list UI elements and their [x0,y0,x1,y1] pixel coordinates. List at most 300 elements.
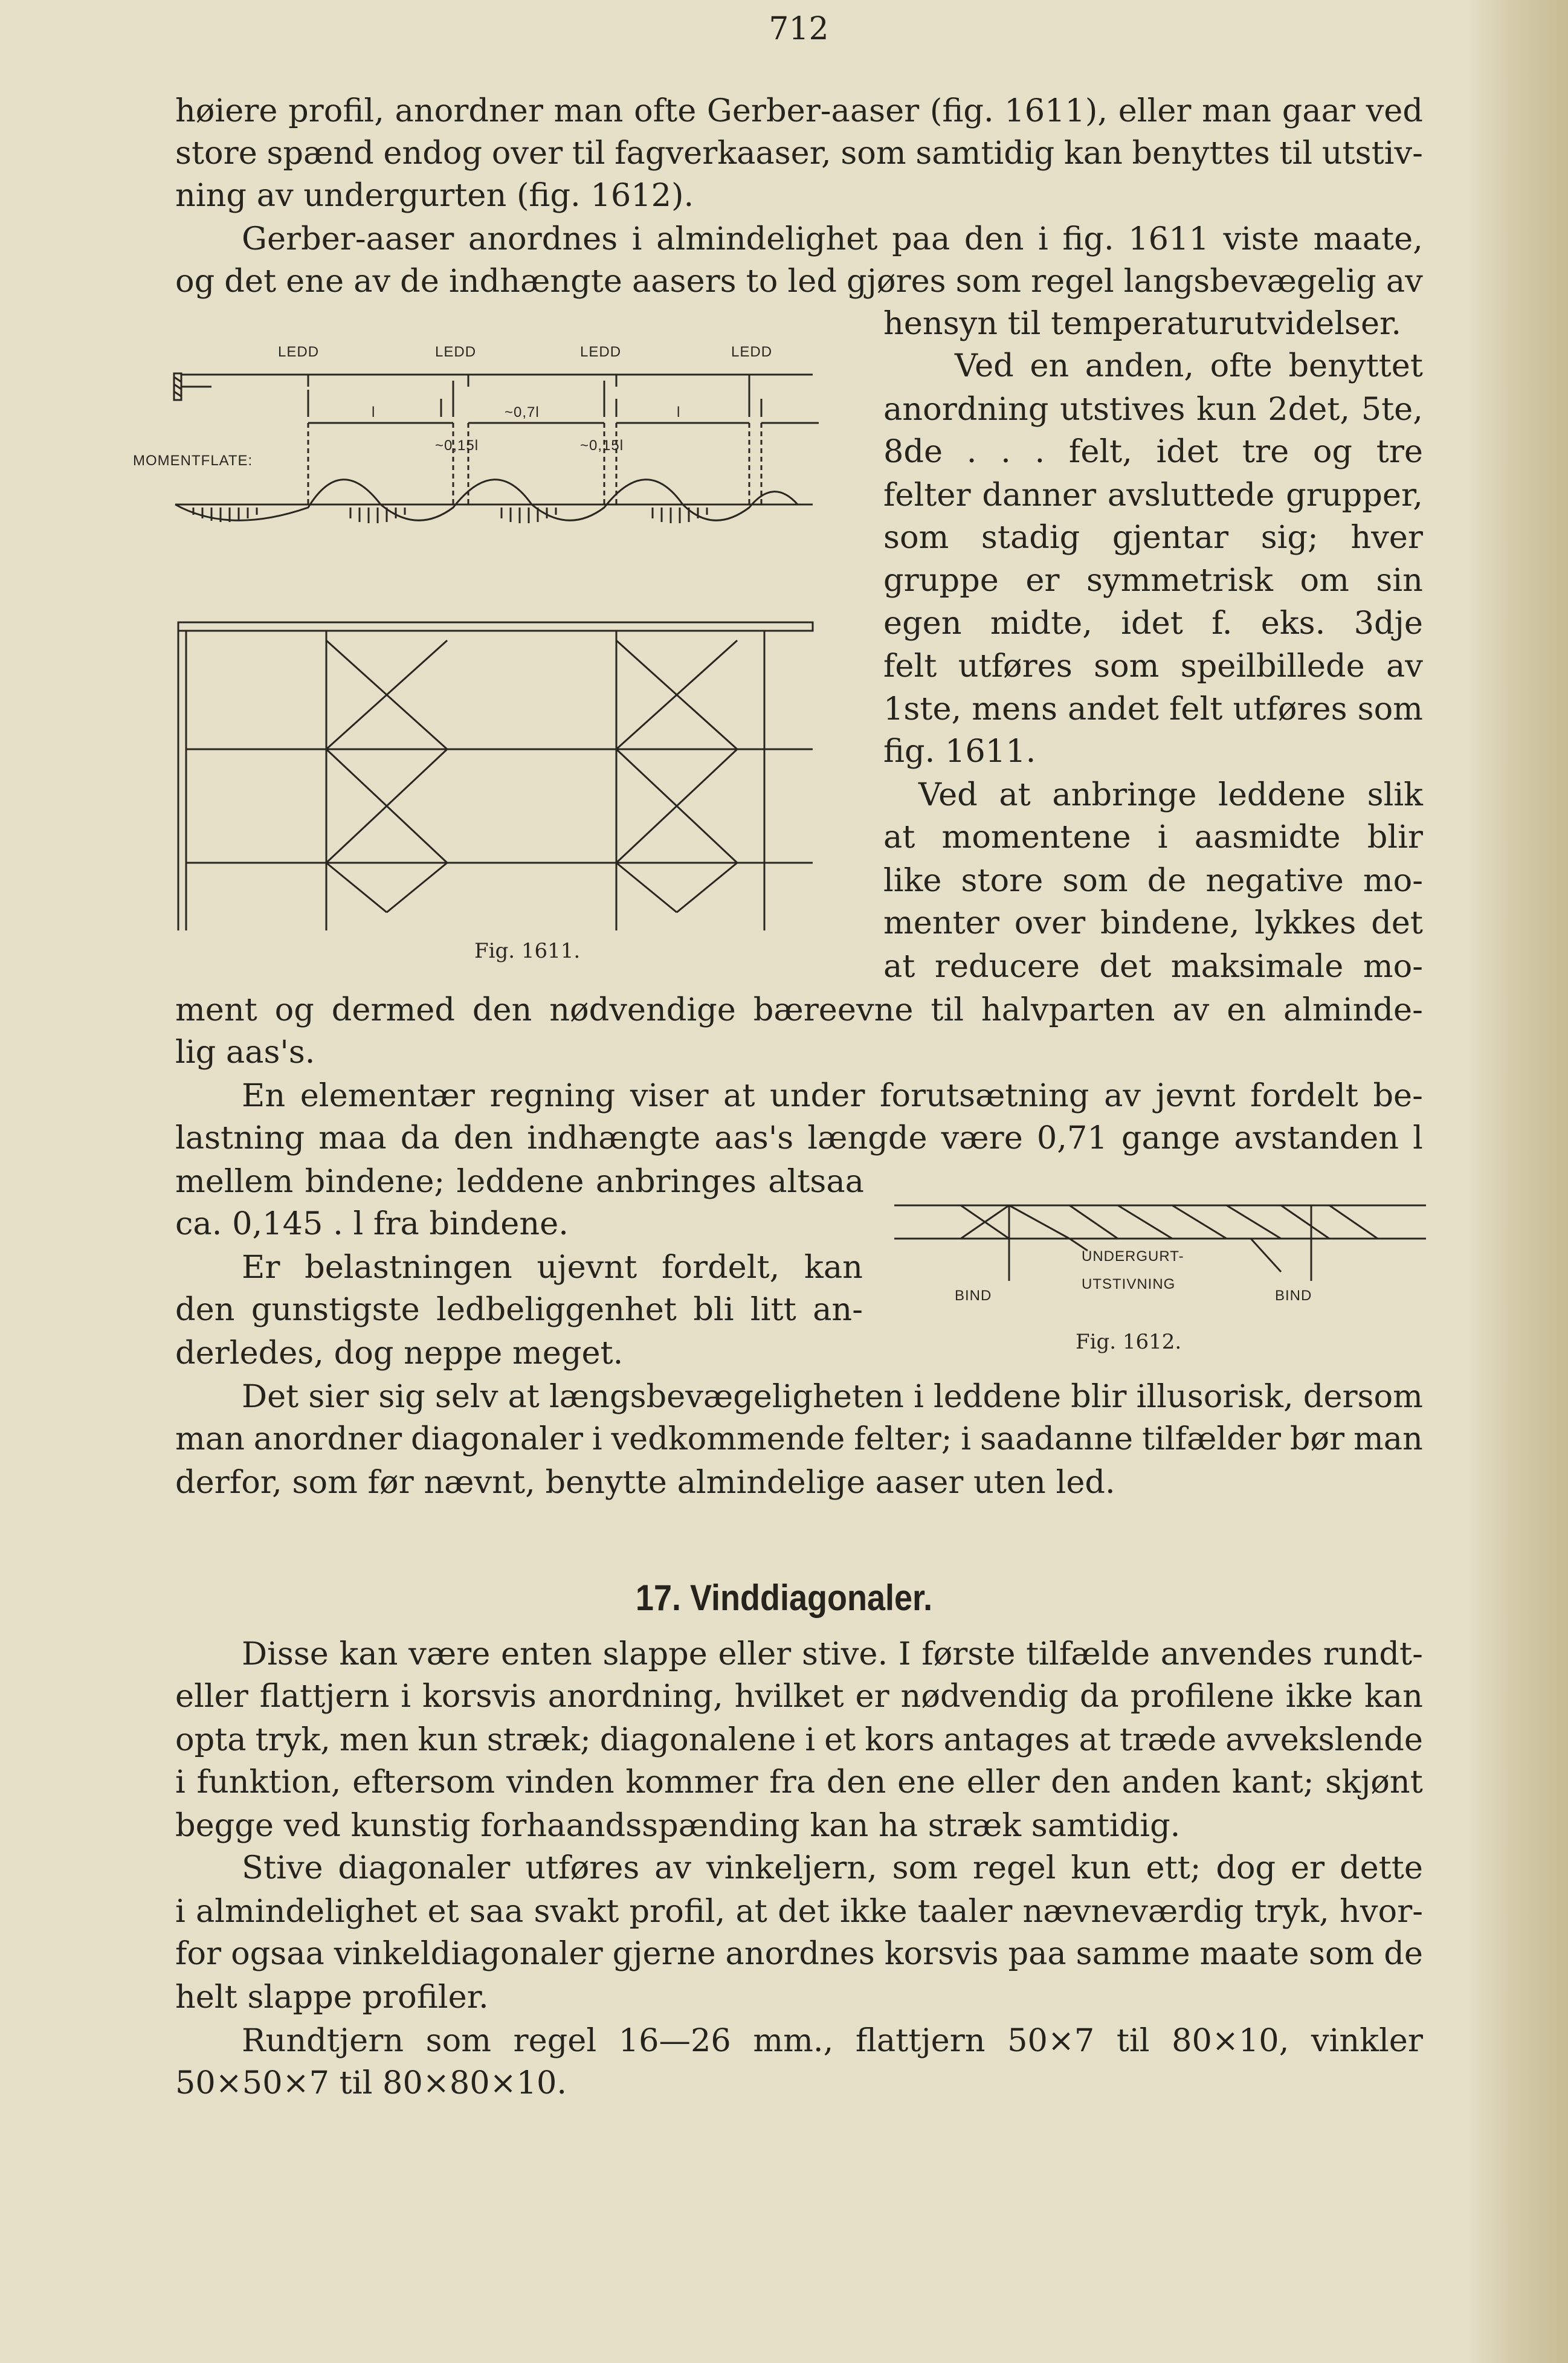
word: speilbillede [1180,648,1365,685]
word: ujevnt [537,1249,637,1286]
word: felt [883,648,937,685]
word: det [778,1893,830,1930]
word: idet [1121,605,1183,642]
word: som [1062,862,1128,899]
word: taaler [917,1893,1013,1930]
word: kun [1071,1849,1131,1886]
chord-label: UNDERGURT- [1082,1248,1184,1265]
word: 1ste, [883,691,962,727]
word: spænd [266,135,374,172]
word: 8de [883,433,943,470]
word: Gerber-aaser [242,221,454,257]
text-line: hensyn til temperaturutvidelser. [883,305,1402,342]
word: de [1147,862,1187,899]
word: to [746,263,778,300]
word: aasmidte [1194,819,1341,856]
word: gjerne [612,1935,716,1972]
word: Gerber-aaser [706,92,920,129]
ledd-label: LEDD [435,344,477,360]
word: 5te, [1361,391,1423,428]
word: langsbevægelig [1123,263,1376,300]
word: i [1157,819,1168,856]
chord-label: UTSTIVNING [1082,1276,1176,1292]
word: i [1037,221,1048,257]
word: som [425,2022,491,2059]
word: belastningen [305,1249,512,1286]
word: det [1371,904,1423,941]
word: og [1312,433,1353,470]
word: aasers [631,263,737,300]
ledd-label: LEDD [731,344,773,360]
word: hvilket [734,1678,844,1715]
word: tilfælde [1026,1636,1150,1672]
word: bindene; [305,1163,445,1200]
text-line [175,1935,1423,1972]
word: rundt- [1323,1636,1423,1672]
text-line: helt slappe profiler. [175,1979,489,2016]
word: i [805,1721,816,1758]
word: tryk, [1254,1893,1329,1930]
word: jevnt [1155,1077,1236,1114]
word: længsbevægeligheten [549,1378,904,1415]
word: maa [318,1120,387,1156]
word: den [453,1120,514,1156]
word: mo- [1363,862,1423,899]
word: anordnes [468,221,618,257]
span-label: ~0,7l [505,404,540,421]
word: vedkommende [611,1420,845,1457]
word: gunstigste [251,1291,420,1328]
word: tryk, [255,1721,331,1758]
word: flattjern [855,2022,986,2059]
word: at [735,1893,767,1930]
text-line [883,819,1423,856]
word: felter; [854,1420,952,1457]
text-line [242,1636,1423,1672]
word: eller [718,1636,792,1672]
word: slik [1367,776,1423,813]
text-line [175,991,1423,1028]
word: halvparten [981,991,1155,1028]
word: egen [883,605,962,642]
text-line [175,1291,863,1328]
word: funktion, [196,1764,341,1800]
word: antages [943,1721,1070,1758]
word: vinkler [1311,2022,1423,2059]
word: stadig [981,519,1080,556]
word: ogsaa [231,1935,324,1972]
word: mm., [753,2022,834,2059]
word: maate, [1313,221,1423,257]
word: den [1051,1764,1111,1800]
word: leddene [456,1163,584,1200]
word: av [1104,1077,1141,1114]
word: paa [1008,1935,1066,1972]
word: like [883,862,942,899]
word: kommer [625,1764,758,1800]
word: da [1079,1678,1119,1715]
word: saadanne [979,1420,1134,1457]
word: og [274,991,314,1028]
word: f. [1211,605,1233,642]
word: som [1357,691,1423,727]
figure-caption: Fig. 1612. [1076,1330,1182,1354]
word: i [914,1378,924,1415]
word: den [964,221,1024,257]
word: elementær [300,1077,475,1114]
word: avvekslende [1225,1721,1423,1758]
word: leddene [933,1378,1062,1415]
word: om [1300,562,1349,599]
word: litt [750,1291,796,1328]
word: som [1308,1935,1375,1972]
word: (fig. [929,92,994,129]
word: 3dje [1353,605,1423,642]
word: idet [1156,433,1219,470]
word: utstiv- [1321,135,1423,172]
word: felter [883,477,971,514]
word: ikke [840,1893,908,1930]
figure-1612 [888,1190,1432,1365]
word: i [175,1764,186,1800]
word: 2det, [1268,391,1350,428]
text-line [242,1077,1423,1114]
word: . [966,433,977,470]
word: træde [1119,1721,1217,1758]
text-line [883,519,1423,556]
word: Er [242,1249,280,1286]
word: et [824,1721,856,1758]
word: avstanden [1234,1120,1399,1156]
word: bli [693,1291,734,1328]
moment-label: MOMENTFLATE: [133,453,253,469]
word: tilfælder [1141,1420,1281,1457]
word: regel [513,2022,597,2059]
word: benyttet [1288,347,1423,384]
word: nødvendige [549,991,736,1028]
word: felt [1169,691,1223,727]
word: over [491,135,563,172]
text-line [955,347,1423,384]
word: maksimale [1170,948,1344,985]
word: indhængte [527,1120,701,1156]
word: ment [175,991,257,1028]
word: Stive [242,1849,323,1886]
word: dette [1339,1849,1423,1886]
word: de [1384,1935,1423,1972]
word: 50×7 [1007,2022,1095,2059]
offset-label: ~0,15l [435,437,479,454]
word: nævneværdig [1022,1893,1244,1930]
text-line: begge ved kunstig forhaandsspænding kan ha stræk samtidig. [175,1807,1181,1844]
word: den [175,1291,235,1328]
word: anordning, [547,1678,723,1715]
word: 16—26 [618,2022,731,2059]
word: felt, [1068,433,1132,470]
word: være [408,1636,491,1672]
text-line: fig. 1611. [883,733,1036,770]
word: ene [286,263,344,300]
text-line [883,862,1423,899]
word: utstives [1060,391,1186,428]
text-line [175,1678,1423,1715]
word: Disse [242,1636,329,1672]
word: regning [489,1077,616,1114]
word: høiere [175,92,278,129]
truss-drawing [894,1205,1426,1281]
text-line [175,92,1423,129]
word: fra [769,1764,816,1800]
text-line: ning av undergurten (fig. 1612). [175,177,694,214]
word: ofte [1210,347,1273,384]
word: dersom [1303,1378,1423,1415]
word: korsvis [422,1678,537,1715]
word: sig; [1260,519,1318,556]
word: sig [378,1378,425,1415]
word: som [1094,648,1160,685]
word: Rundtjern [242,2022,404,2059]
word: viste [1223,221,1300,257]
text-line [883,691,1423,727]
word: man [1202,92,1272,129]
word: skjønt [1325,1764,1423,1800]
word: almindelighet [656,221,878,257]
word: svakt [534,1893,619,1930]
word: ikke [1285,1678,1353,1715]
word: anordning [883,391,1049,428]
word: profil, [629,1893,726,1930]
word: anordnes [725,1935,875,1972]
word: sin [1376,562,1423,599]
word: at [723,1077,755,1114]
page-number: 712 [769,11,829,47]
text-line [242,1249,863,1286]
text-line: derfor, som før nævnt, benytte almindelige aaser uten led. [175,1464,1115,1501]
word: anordner [253,1420,402,1457]
moment-diagram [175,480,813,521]
word: at [508,1378,540,1415]
word: det [224,263,277,300]
word: nødvendig [900,1678,1069,1715]
word: at [883,948,915,985]
text-line [242,2022,1423,2059]
word: i [631,221,642,257]
word: vinden [506,1764,615,1800]
word: anbringes [595,1163,757,1200]
text-line [883,904,1423,941]
word: over [1014,904,1086,941]
word: menter [883,904,999,941]
text-line [242,1849,1423,1886]
word: stræk; [486,1721,591,1758]
word: maate [1199,1935,1300,1972]
word: man [175,1420,245,1457]
word: fordelt, [661,1249,780,1286]
word: diagonaler [411,1420,583,1457]
word: anden, [1085,347,1195,384]
word: gjentar [1112,519,1229,556]
word: eller [1118,92,1192,129]
word: første [921,1636,1016,1672]
word: være [941,1120,1023,1156]
word: negative [1205,862,1344,899]
word: til [1279,135,1313,172]
word: diagonaler [338,1849,511,1886]
text-line [883,562,1423,599]
word: avsluttede [1107,477,1275,514]
word: stive. [801,1636,888,1672]
word: den [472,991,532,1028]
word: av [1386,263,1423,300]
ledd-label: LEDD [278,344,320,360]
word: vinkeljern, [706,1849,877,1886]
word: at [1079,1721,1111,1758]
word: til [572,135,605,172]
word: . [1001,433,1011,470]
word: lykkes [1254,904,1357,941]
word: under [770,1077,865,1114]
text-line [883,948,1423,985]
text-line [175,1721,1423,1758]
text-line: lig aas's. [175,1034,315,1071]
text-line [175,1764,1423,1800]
word: eftersom [352,1764,495,1800]
word: til [1116,2022,1150,2059]
word: Det [242,1378,299,1415]
text-line: 50×50×7 til 80×80×10. [175,2065,567,2101]
word: i [175,1893,186,1930]
word: tre [1376,433,1423,470]
word: at [999,776,1031,813]
word: symmetrisk [1086,562,1273,599]
word: vinkeldiagonaler [334,1935,603,1972]
word: man [1353,1420,1423,1457]
word: mellem [175,1163,294,1200]
word: sier [308,1378,369,1415]
word: viser [630,1077,709,1114]
word: saa [469,1893,524,1930]
page-edge-shadow [1465,0,1568,2363]
word: illusorisk, [1136,1378,1294,1415]
word: som [840,135,906,172]
word: bæreevne [753,991,914,1028]
word: er [855,1678,889,1715]
word: blir [1071,1378,1127,1415]
word: led [787,263,837,300]
word: benyttes [1132,135,1270,172]
word: diagonalene [599,1721,796,1758]
word: utføres [958,648,1073,685]
word: En [242,1077,286,1114]
word: er [1025,562,1060,599]
word: kors [865,1721,935,1758]
text-line [175,263,1423,300]
word: at [883,819,915,856]
word: . [1034,433,1045,470]
word: indhængte [448,263,622,300]
word: bør [1289,1420,1345,1457]
ledd-label: LEDD [580,344,622,360]
word: mo- [1363,948,1423,985]
word: leddene [1218,776,1346,813]
word: eller [966,1764,1040,1800]
span-label: l [677,404,681,421]
word: aas's [714,1120,794,1156]
word: som [955,263,1021,300]
word: an- [813,1291,863,1328]
word: samme [1076,1935,1190,1972]
word: hvor- [1340,1893,1423,1930]
figure-caption: Fig. 1611. [474,939,581,963]
word: eks. [1260,605,1326,642]
word: hver [1350,519,1423,556]
word: fig. [1062,221,1114,257]
word: andet [1068,691,1159,727]
word: kun [1196,391,1257,428]
word: opta [175,1721,247,1758]
word: reducere [934,948,1080,985]
word: dog [1216,1849,1276,1886]
word: store [175,135,257,172]
text-line [242,1378,1423,1415]
word: ved [1366,92,1423,129]
word: slappe [602,1636,708,1672]
word: almindelighet [195,1893,418,1930]
word: længde [807,1120,928,1156]
word: grupper, [1286,477,1423,514]
word: av [1172,991,1210,1028]
word: av [1386,648,1423,685]
word: dermed [331,991,455,1028]
text-line [883,648,1423,685]
word: for [175,1935,222,1972]
word: er [1290,1849,1325,1886]
word: anordner [395,92,543,129]
word: alminde- [1283,991,1423,1028]
word: profil, [288,92,384,129]
word: mens [972,691,1057,727]
word: 80×10, [1172,2022,1289,2059]
word: ett; [1146,1849,1201,1886]
text-line [175,1893,1423,1930]
word: l [1413,1120,1423,1156]
word: altsaa [768,1163,864,1200]
word: gruppe [883,562,999,599]
word: store [961,862,1044,899]
word: lastning [175,1120,305,1156]
word: anden [1121,1764,1221,1800]
text-line: derledes, dog neppe meget. [175,1335,624,1372]
text-line [883,605,1423,642]
text-line [175,1163,864,1200]
word: 0,71 [1036,1120,1108,1156]
word: anvendes [1160,1636,1313,1672]
word: blir [1367,819,1423,856]
word: da [400,1120,440,1156]
word: danner [982,477,1097,514]
bind-label: BIND [955,1288,992,1304]
text-line [918,776,1423,813]
text-line [883,391,1423,428]
word: enten [500,1636,592,1672]
word: kan [1063,135,1123,172]
word: 1611 [1128,221,1209,257]
figure-1611 [133,326,834,967]
offset-label: ~0,15l [580,437,624,454]
word: som [883,519,949,556]
word: kan [804,1249,863,1286]
span-label: l [372,404,376,421]
